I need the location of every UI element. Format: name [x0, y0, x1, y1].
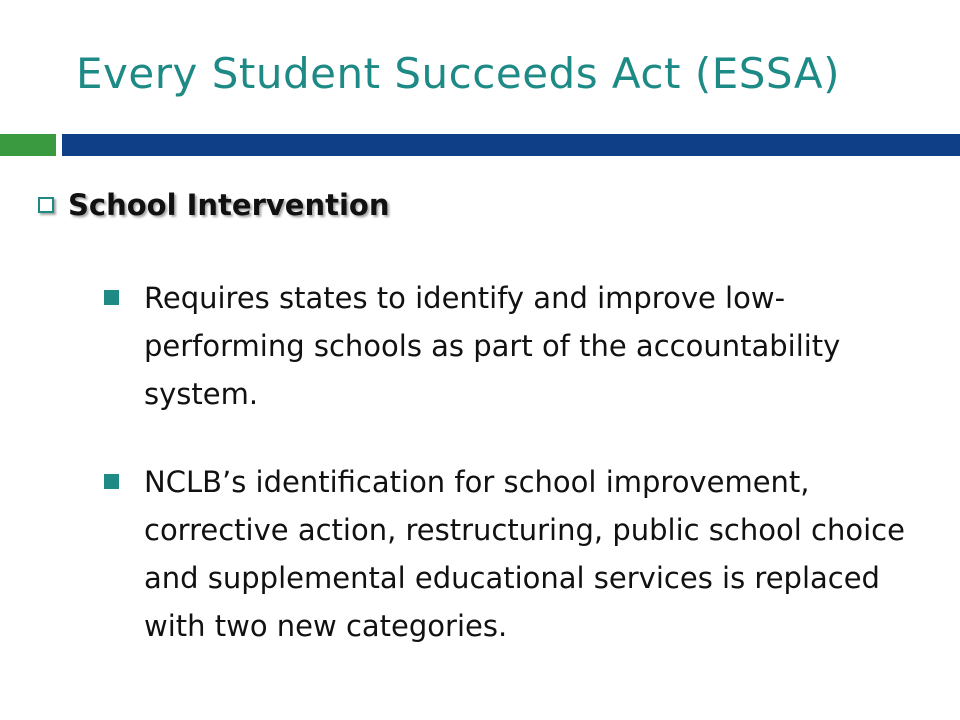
accent-bar-blue	[62, 134, 960, 156]
bullet-text: NCLB’s identification for school improvement, corrective action, restructuring, public school choice and supplemental educational services is replaced with two new categories.	[144, 465, 905, 643]
bullet-item	[104, 458, 944, 650]
bullet-item	[104, 274, 944, 418]
section-heading-row	[38, 188, 389, 222]
section-heading: School Intervention	[68, 188, 390, 222]
bullet-text: Requires states to identify and improve low-performing schools as part of the accountability system.	[144, 281, 841, 411]
slide-title: Every Student Succeeds Act (ESSA)	[76, 49, 840, 98]
filled-square-bullet-icon	[104, 474, 119, 489]
filled-square-bullet-icon	[104, 290, 119, 305]
hollow-square-bullet-icon	[38, 197, 54, 213]
accent-bar-green	[0, 134, 56, 156]
